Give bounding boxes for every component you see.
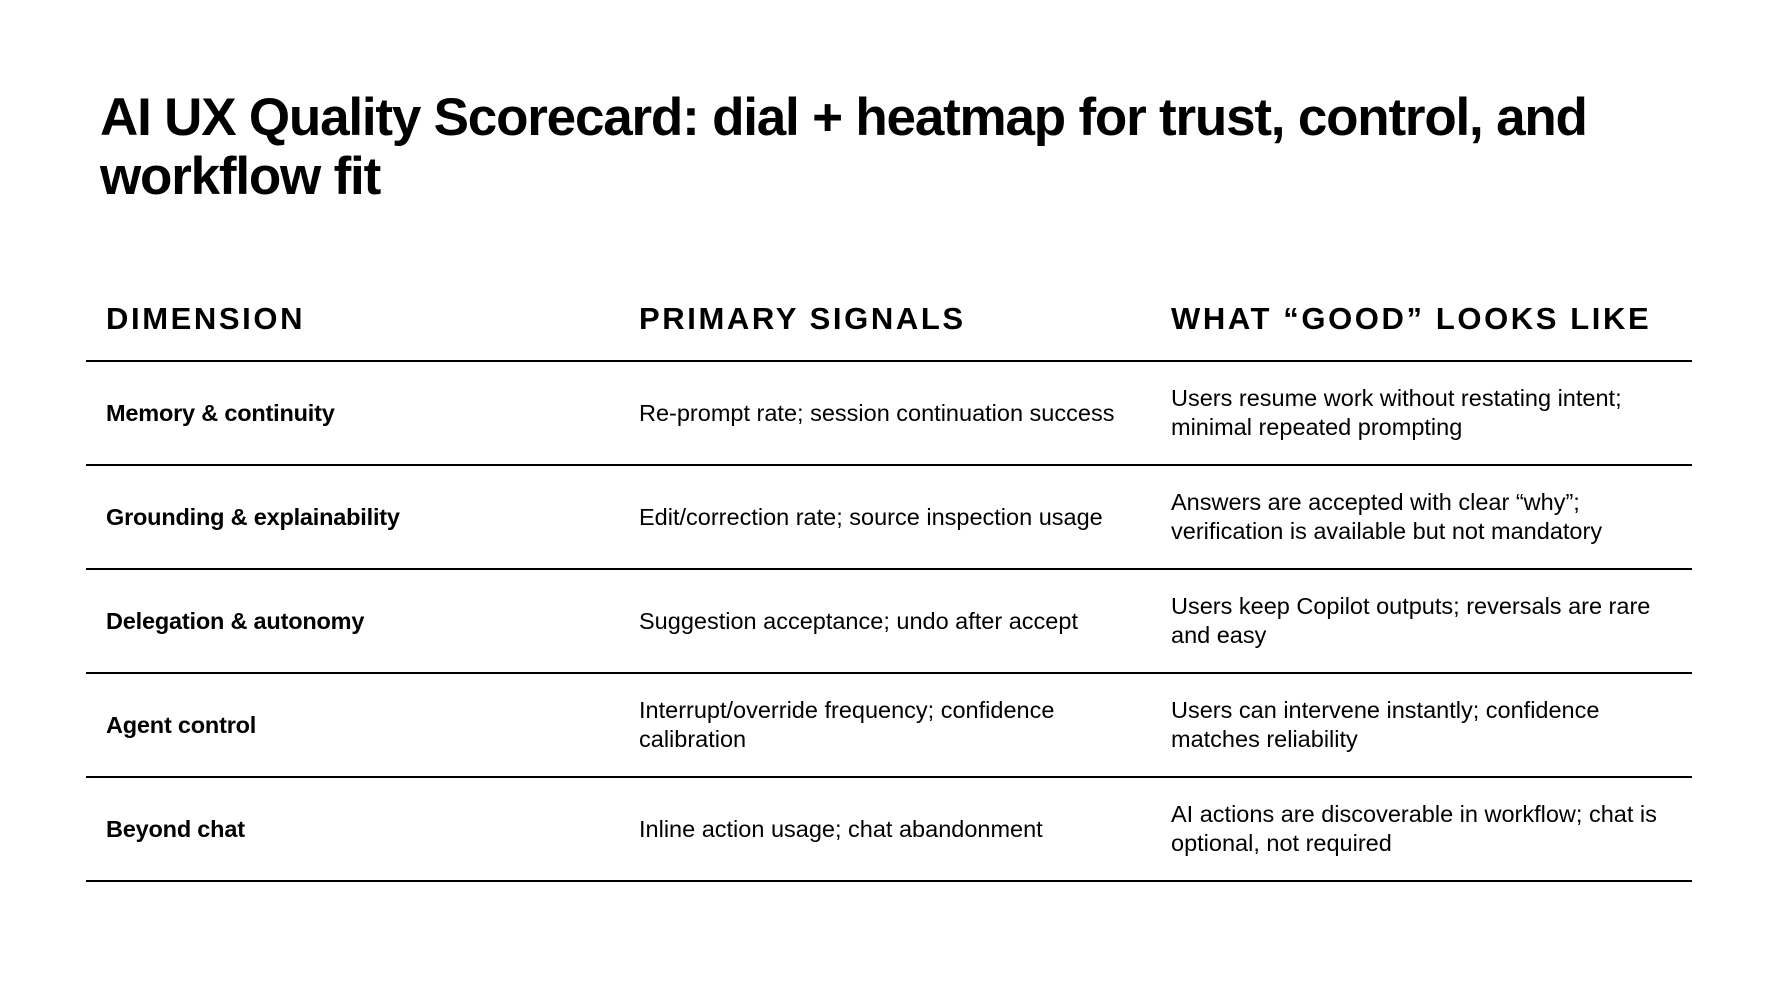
dimension-text: Beyond chat: [106, 815, 245, 842]
signals-text: Inline action usage; chat abandonment: [639, 815, 1043, 842]
good-cell: [1171, 674, 1681, 776]
dimension-cell: [106, 362, 606, 464]
scorecard-table: [86, 283, 1692, 882]
signals-text: Suggestion acceptance; undo after accept: [639, 607, 1078, 634]
signals-cell: [639, 674, 1139, 776]
signals-text: Edit/correction rate; source inspection usage: [639, 503, 1103, 530]
good-text: AI actions are discoverable in workflow; chat is optional, not required: [1171, 801, 1657, 856]
signals-cell: [639, 778, 1139, 880]
dimension-text: Agent control: [106, 711, 257, 738]
page-title: AI UX Quality Scorecard: dial + heatmap for trust, control, and workflow fit: [100, 88, 1587, 206]
good-cell: [1171, 570, 1681, 672]
signals-cell: [639, 570, 1139, 672]
table-row: [86, 674, 1692, 778]
dimension-cell: [106, 778, 606, 880]
dimension-text: Delegation & autonomy: [106, 607, 365, 634]
table-row: [86, 778, 1692, 882]
good-text: Answers are accepted with clear “why”; verification is available but not mandatory: [1171, 489, 1603, 544]
good-cell: [1171, 778, 1681, 880]
good-text: Users can intervene instantly; confidence matches reliability: [1171, 697, 1600, 752]
dimension-text: Grounding & explainability: [106, 503, 400, 530]
good-cell: [1171, 466, 1681, 568]
header-what-good-looks-like: WHAT “GOOD” LOOKS LIKE: [1171, 301, 1652, 336]
header-primary-signals: PRIMARY SIGNALS: [639, 301, 966, 336]
header-dimension: DIMENSION: [106, 301, 306, 336]
dimension-text: Memory & continuity: [106, 399, 335, 426]
signals-text: Re-prompt rate; session continuation success: [639, 399, 1115, 426]
signals-text: Interrupt/override frequency; confidence calibration: [639, 697, 1055, 752]
table-row: [86, 466, 1692, 570]
dimension-cell: [106, 674, 606, 776]
signals-cell: [639, 362, 1139, 464]
table-header-row: [86, 283, 1692, 362]
table-row: [86, 570, 1692, 674]
good-cell: [1171, 362, 1681, 464]
dimension-cell: [106, 570, 606, 672]
signals-cell: [639, 466, 1139, 568]
good-text: Users keep Copilot outputs; reversals are rare and easy: [1171, 593, 1651, 648]
dimension-cell: [106, 466, 606, 568]
good-text: Users resume work without restating intent; minimal repeated prompting: [1171, 385, 1622, 440]
table-row: [86, 362, 1692, 466]
